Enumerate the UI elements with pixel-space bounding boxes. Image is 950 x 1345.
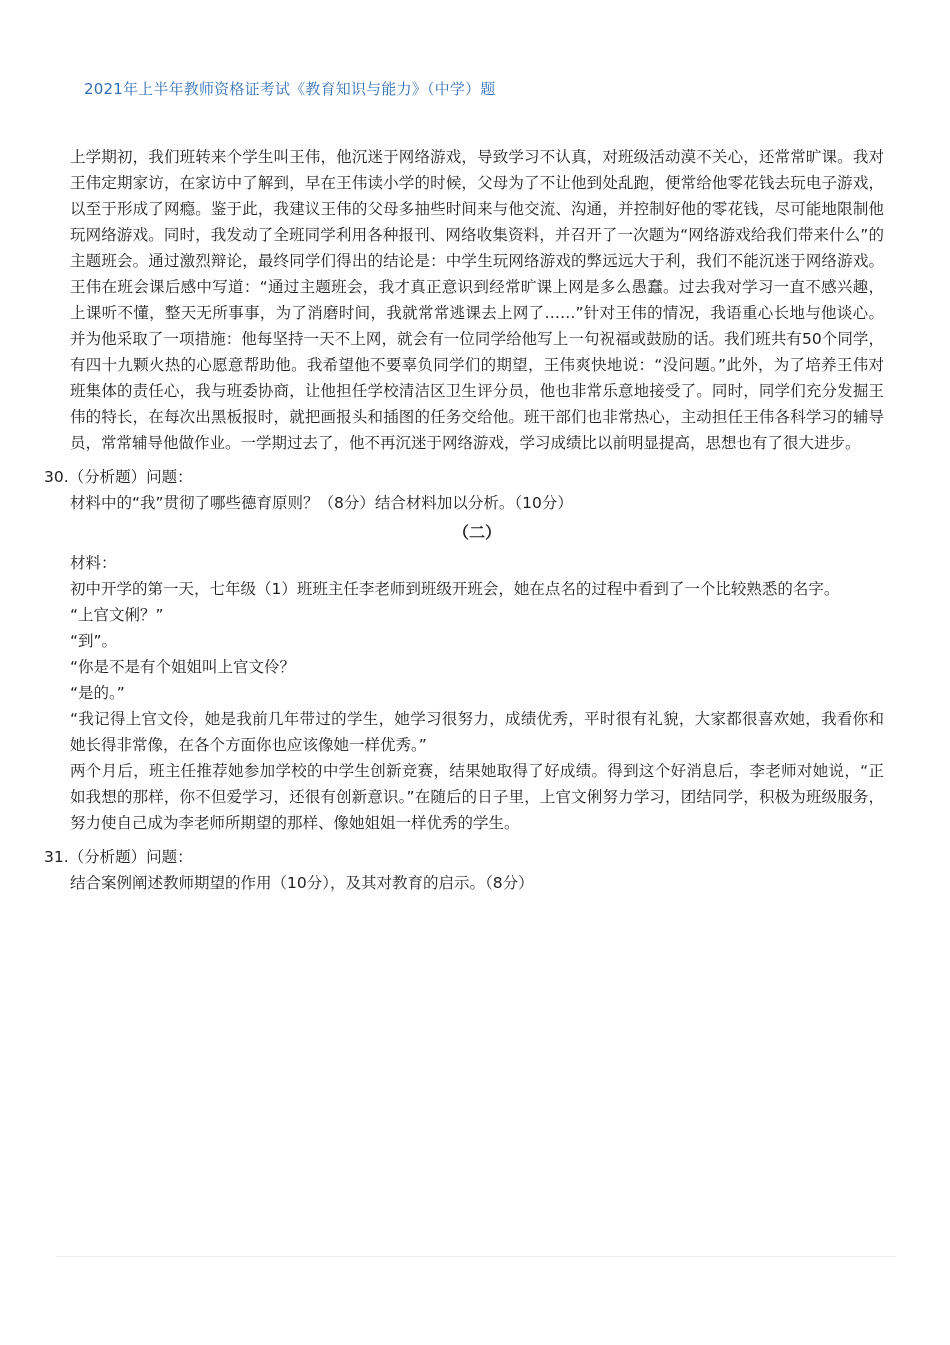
dialog-line: “上官文俐？” — [70, 606, 164, 624]
material-2-intro: 初中开学的第一天，七年级（1）班班主任李老师到班级开班会，她在点名的过程中看到了一个比较熟悉的名字。 — [70, 580, 840, 598]
page-header-title: 2021年上半年教师资格证考试《教育知识与能力》（中学）题 — [84, 80, 496, 98]
dialog-line: “是的。” — [70, 684, 125, 702]
question-31-label: 31.（分析题）问题： — [44, 848, 193, 866]
section-2-title: （二） — [452, 523, 501, 542]
dialog-line: “到”。 — [70, 632, 118, 650]
material-1-paragraph: 上学期初，我们班转来个学生叫王伟，他沉迷于网络游戏，导致学习不认真，对班级活动漠不关心，还常常旷课。我对王伟定期家访，在家访中了解到，早在王伟读小学的时候，父母为了不让他到处乱跑，便常给他零花钱去玩电子游戏，以至于形成了网瘾。鉴于此，我建议王伟的父母多抽些时间来与他交流、沟通，并控制好他的零花钱，尽可能地限制他玩网络游戏。同时，我发动了全班同学利用各种报刊、网络收集资料，并召开了一次题为“网络游戏给我们带来什么”的主题班会。通过激烈辩论，最终同学们得出的结论是：中学生玩网络游戏的弊远远大于利，我们不能沉迷于网络游戏。王伟在班会课后感中写道：“通过主题班会，我才真正意识到经常旷课上网是多么愚蠢。过去我对学习一直不感兴趣，上课听不懂，整天无所事事，为了消磨时间，我就常常逃课去上网了……”针对王伟的情况，我语重心长地与他谈心。并为他采取了一项措施：他每坚持一天不上网，就会有一位同学给他写上一句祝福或鼓励的话。我们班共有50个同学，有四十九颗火热的心愿意帮助他。我希望他不要辜负同学们的期望，王伟爽快地说：“没问题。”此外，为了培养王伟对班集体的责任心，我与班委协商，让他担任学校清洁区卫生评分员，他也非常乐意地接受了。同时，同学们充分发掘王伟的特长，在每次出黑板报时，就把画报头和插图的任务交给他。班干部们也非常热心，主动担任王伟各科学习的辅导员，常常辅导他做作业。一学期过去了，他不再沉迷于网络游戏，学习成绩比以前明显提高，思想也有了很大进步。 — [70, 148, 884, 452]
question-30-label: 30.（分析题）问题： — [44, 468, 193, 486]
dialog-line: “你是不是有个姐姐叫上官文伶？ — [70, 658, 296, 676]
dialog-line: “我记得上官文伶，她是我前几年带过的学生，她学习很努力，成绩优秀，平时很有礼貌，大家都很喜欢她，我看你和她长得非常像，在各个方面你也应该像她一样优秀。” — [70, 710, 884, 754]
question-30-body: 材料中的“我”贯彻了哪些德育原则？（8分）结合材料加以分析。（10分） — [70, 494, 573, 512]
document-content — [44, 144, 884, 896]
footer-divider — [56, 1256, 896, 1257]
material-2-outro: 两个月后，班主任推荐她参加学校的中学生创新竞赛，结果她取得了好成绩。得到这个好消息后，李老师对她说，“正如我想的那样，你不但爱学习，还很有创新意识。”在随后的日子里，上官文俐努力学习，团结同学，积极为班级服务，努力使自己成为李老师所期望的那样、像她姐姐一样优秀的学生。 — [70, 762, 884, 832]
question-31-body: 结合案例阐述教师期望的作用（10分），及其对教育的启示。（8分） — [70, 874, 534, 892]
material-2-label: 材料： — [70, 554, 117, 572]
